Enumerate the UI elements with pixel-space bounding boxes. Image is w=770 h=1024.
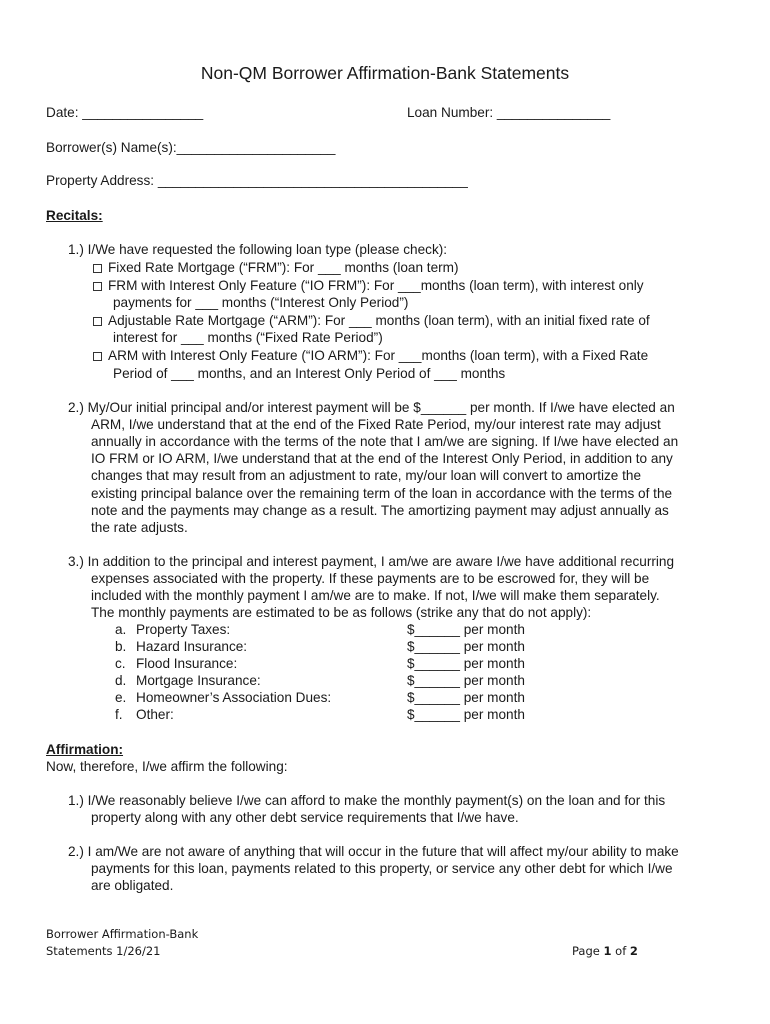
recital-3-line: expenses associated with the property. If these payments are to be escrowed for, they will be — [91, 571, 650, 586]
footer-doc-date: Statements 1/26/21 — [46, 944, 161, 958]
loan-option-continuation: Period of ___ months, and an Interest Only Period of ___ months — [113, 366, 506, 381]
recital-2-line: note and the payments may change as a result. The amortizing payment may adjust annually as — [91, 503, 669, 518]
loan-option-label: Adjustable Rate Mortgage (“ARM”): For ___ months (loan term), with an initial fixed rate of — [108, 313, 650, 328]
loan-option-label: Fixed Rate Mortgage (“FRM”): For ___ months (loan term) — [108, 260, 459, 275]
expense-label: Homeowner’s Association Dues: — [136, 690, 332, 705]
recital-3-line: included with the monthly payment I am/we are to make. If not, I/we will make them separately. — [91, 588, 660, 603]
expense-letter: e. — [115, 690, 127, 705]
loan-option-continuation: payments for ___ months (“Interest Only Period”) — [113, 295, 409, 310]
loan-option-label: FRM with Interest Only Feature (“IO FRM”): For ___months (loan term), with interest only — [108, 278, 644, 293]
recital-2-line: changes that may result from an adjustment to rate, my/our loan will convert to amortize the — [91, 468, 642, 483]
loan-number-field[interactable]: Loan Number: _______________ — [407, 105, 611, 120]
expense-letter: b. — [115, 639, 127, 654]
affirmation-2-line: are obligated. — [91, 878, 174, 893]
recital-2-line: the rate adjusts. — [91, 520, 188, 535]
recital-2-line: ARM, I/we understand that at the end of the Fixed Rate Period, my/our interest rate may adjust — [91, 417, 661, 432]
page-indicator — [572, 943, 638, 960]
expense-amount[interactable]: $______ per month — [407, 639, 525, 654]
expense-amount[interactable]: $______ per month — [407, 673, 525, 688]
affirmation-2-line: 2.) I am/We are not aware of anything that will occur in the future that will affect my/our ability to make — [68, 844, 679, 859]
loan-option-frm — [93, 259, 459, 276]
expense-amount[interactable]: $______ per month — [407, 690, 525, 705]
arm-checkbox[interactable] — [93, 317, 102, 326]
page-word: Page — [572, 944, 604, 958]
date-field[interactable]: Date: ________________ — [46, 105, 204, 120]
loan-option-label: ARM with Interest Only Feature (“IO ARM”): For ___months (loan term), with a Fixed Rate — [108, 348, 649, 363]
page-title: Non-QM Borrower Affirmation-Bank Statements — [200, 63, 570, 83]
recitals-heading: Recitals: — [46, 208, 103, 223]
footer-doc-title: Borrower Affirmation-Bank — [46, 927, 199, 941]
loan-option-arm — [93, 312, 650, 329]
expense-letter: d. — [115, 673, 127, 688]
page-number: 1 — [603, 944, 612, 958]
recital-1-intro: 1.) I/We have requested the following loan type (please check): — [68, 242, 448, 257]
borrower-names-field[interactable]: Borrower(s) Name(s):_____________________ — [46, 140, 336, 155]
affirmation-intro: Now, therefore, I/we affirm the following: — [46, 759, 288, 774]
loan-option-io-frm — [93, 277, 644, 294]
page-total: 2 — [629, 944, 638, 958]
loan-option-continuation: interest for ___ months (“Fixed Rate Period”) — [113, 330, 383, 345]
recital-2-line: existing principal balance over the remaining term of the loan in accordance with the terms of the — [91, 486, 673, 501]
expense-letter: f. — [115, 707, 123, 722]
expense-label: Flood Insurance: — [136, 656, 238, 671]
expense-amount[interactable]: $______ per month — [407, 622, 525, 637]
expense-amount[interactable]: $______ per month — [407, 707, 525, 722]
io-arm-checkbox[interactable] — [93, 352, 102, 361]
expense-label: Other: — [136, 707, 174, 722]
expense-label: Mortgage Insurance: — [136, 673, 261, 688]
frm-checkbox[interactable] — [93, 264, 102, 273]
affirmation-heading: Affirmation: — [46, 742, 124, 757]
property-address-field[interactable]: Property Address: _________________________________________ — [46, 173, 468, 188]
loan-option-io-arm — [93, 347, 648, 364]
expense-letter: a. — [115, 622, 127, 637]
of-word: of — [611, 944, 630, 958]
expense-label: Hazard Insurance: — [136, 639, 248, 654]
expense-label: Property Taxes: — [136, 622, 231, 637]
affirmation-1-line: property along with any other debt service requirements that I/we have. — [91, 810, 519, 825]
recital-2-line: annually in accordance with the terms of the note that I am/we are signing. If I/we have elected an — [91, 434, 679, 449]
expense-amount[interactable]: $______ per month — [407, 656, 525, 671]
recital-3-line: The monthly payments are estimated to be as follows (strike any that do not apply): — [91, 605, 592, 620]
recital-2-line: 2.) My/Our initial principal and/or interest payment will be $______ per month. If I/we have elected an — [68, 400, 675, 415]
recital-3-line: 3.) In addition to the principal and interest payment, I am/we are aware I/we have additional recurring — [68, 554, 675, 569]
affirmation-1-line: 1.) I/We reasonably believe I/we can afford to make the monthly payment(s) on the loan and for this — [68, 793, 666, 808]
expense-letter: c. — [115, 656, 126, 671]
affirmation-2-line: payments for this loan, payments related to this property, or service any other debt for which I/we — [91, 861, 673, 876]
io-frm-checkbox[interactable] — [93, 282, 102, 291]
recital-2-line: IO FRM or IO ARM, I/we understand that at the end of the Interest Only Period, in addition to any — [91, 451, 673, 466]
